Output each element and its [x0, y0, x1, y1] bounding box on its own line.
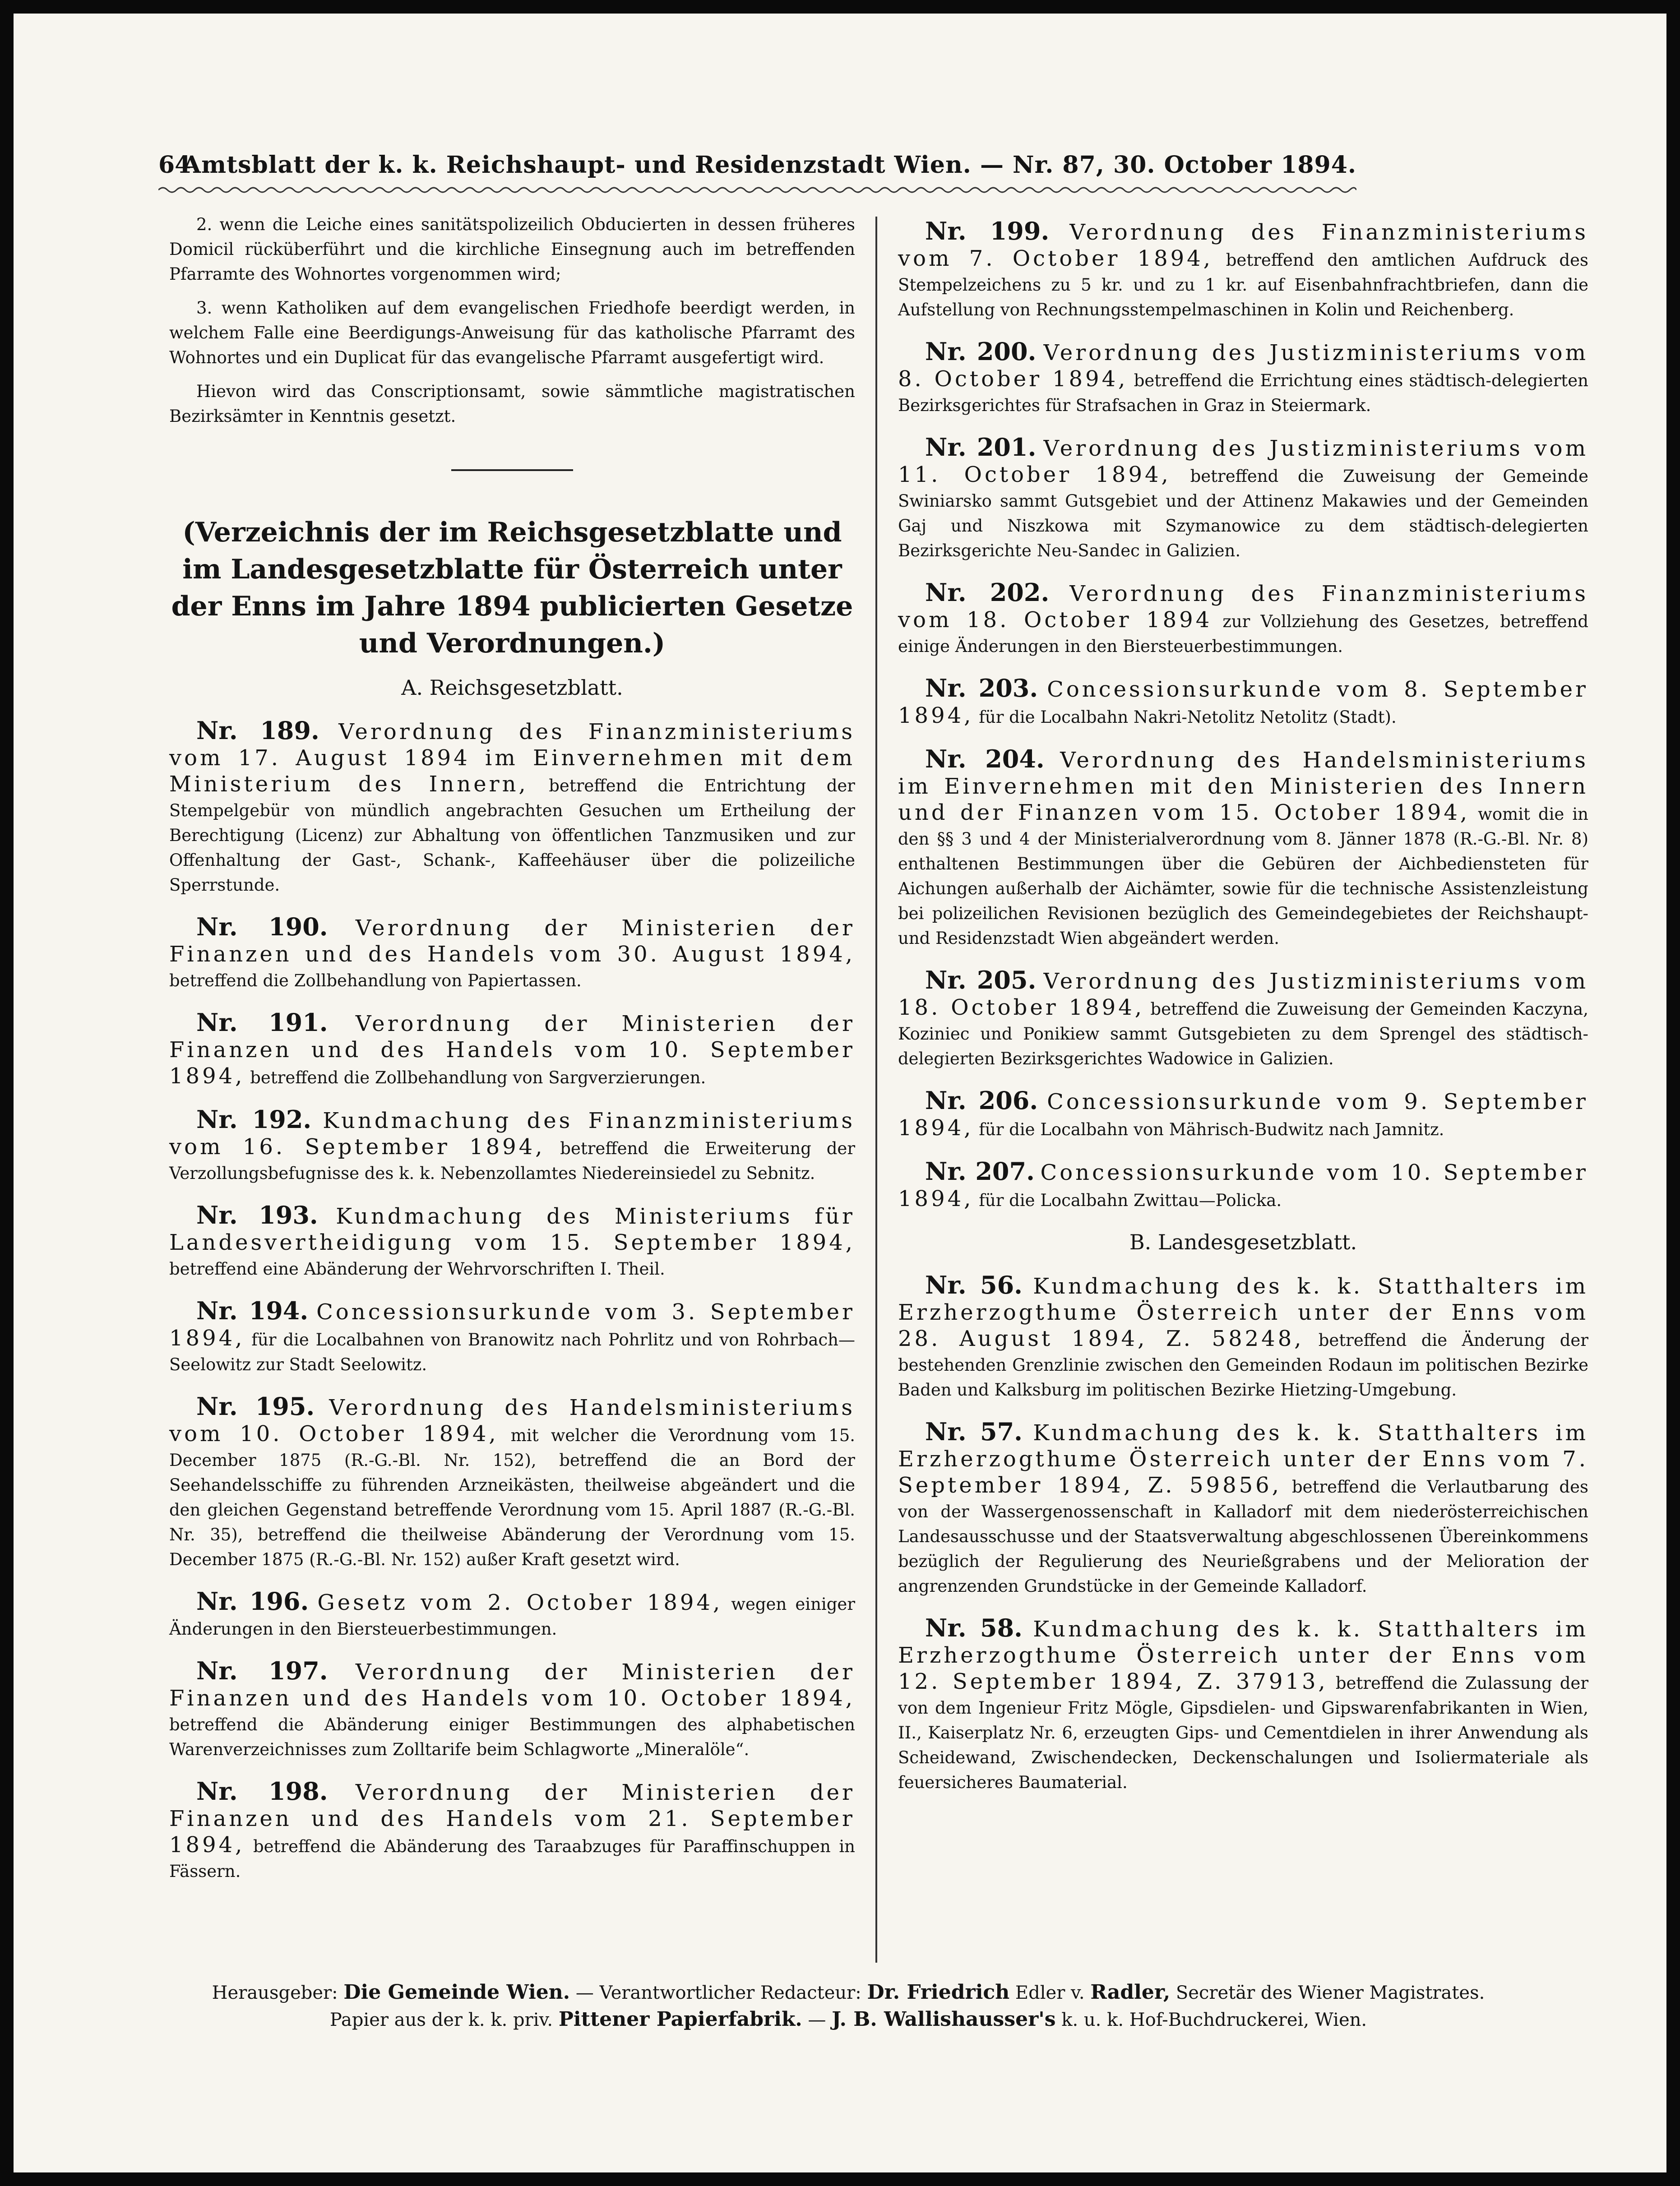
entry-200 — [898, 339, 1588, 418]
left-column — [169, 212, 855, 1901]
entry-number: Nr. 190. — [196, 912, 328, 941]
entry-text: betreffend die Errichtung eines städtisch-delegierten Bezirksgerichtes für Strafsachen in Graz in Steiermark. — [898, 371, 1588, 415]
entry-number: Nr. 199. — [925, 217, 1050, 245]
page — [14, 14, 1666, 2172]
entry-text: betreffend die Verlautbarung des von der Wassergenossenschaft in Kalladorf mit dem niederösterreichischen Landesausschusse und der Staatsverwaltung abgeschlossenen Übereinkommens bezüglich der Regulierung des Neurießgrabens und der Melioration der angrenzenden Grundstücke in der Gemeinde Kalladorf. — [898, 1477, 1589, 1596]
entry-number: Nr. 194. — [196, 1296, 309, 1325]
footer-text: Secretär des Wiener Magistrates. — [1176, 1983, 1485, 2003]
entry-land-56 — [898, 1273, 1588, 1402]
entry-text: betreffend die Zulassung der von dem Ingenieur Fritz Mögle, Gipsdielen- und Gipswarenfabrikanten in Wien, II., Kaiserplatz Nr. 6, erzeugten Gips- und Cementdielen in ihrer Anwendung als Scheidewand, Zwischendecken, Deckenschalungen und Isoliermateriale als feuersicheres Baumaterial. — [898, 1673, 1588, 1792]
footer-publisher: Die Gemeinde Wien. — [343, 1981, 570, 2004]
entry-189 — [169, 718, 855, 897]
right-column — [898, 219, 1588, 1812]
entry-195 — [169, 1394, 855, 1572]
entry-193 — [169, 1203, 855, 1281]
entry-196 — [169, 1589, 855, 1641]
entry-number: Nr. 56. — [925, 1271, 1023, 1299]
intro-paragraph: 2. wenn die Leiche eines sanitätspolizeilich Obducierten in dessen früheres Domicil rücküberführt und die kirchliche Einsegnung auch im betreffenden Pfarramte des Wohnortes vorgenommen wird; — [169, 215, 855, 284]
entry-text: betreffend die Zollbehandlung von Papiertassen. — [169, 971, 582, 990]
entry-207 — [898, 1159, 1588, 1213]
entry-kind: Verordnung des Finanzministeriums vom 17. August 1894 im Einvernehmen mit dem Ministerium des Innern, — [169, 719, 855, 797]
entry-199 — [898, 219, 1588, 322]
footer-printer-line — [149, 2008, 1548, 2031]
entry-kind: Verordnung der Ministerien der Finanzen und des Handels vom 10. September 1894, — [169, 1011, 855, 1089]
footer-publisher-line — [149, 1981, 1548, 2004]
entry-kind: Kundmachung des Finanzministeriums vom 16. September 1894, — [169, 1108, 855, 1160]
entry-kind: Kundmachung des k. k. Statthalters im Erzherzogthume Österreich unter der Enns vom 12. September 1894, Z. 37913, — [898, 1617, 1588, 1694]
entry-kind: Concessionsurkunde vom 9. September 1894, — [898, 1089, 1589, 1141]
entry-192 — [169, 1107, 855, 1186]
entry-204 — [898, 744, 1588, 951]
intro-paragraph: Hievon wird das Conscriptionsamt, sowie sämmtliche magistratischen Bezirksämter in Kenntnis gesetzt. — [169, 382, 855, 426]
entry-number: Nr. 58. — [925, 1613, 1023, 1642]
entry-text: betreffend die Änderung der bestehenden Grenzlinie zwischen den Gemeinden Rodaun im politischen Bezirke Baden und Kalksburg im politischen Bezirke Hietzing-Umgebung. — [898, 1331, 1588, 1400]
entry-kind: Concessionsurkunde vom 3. September 1894, — [169, 1299, 856, 1351]
entry-197 — [169, 1656, 855, 1762]
entry-201 — [898, 435, 1588, 563]
subhead-reichsgesetzblatt: A. Reichsgesetzblatt. — [401, 675, 623, 700]
section-title: (Verzeichnis der im Reichsgesetzblatte und im Landesgesetzblatte für Österreich unter der Enns im Jahre 1894 publicierten Gesetze und Verordnungen.) — [171, 517, 853, 659]
entry-kind: Verordnung des Justizministeriums vom 8. October 1894, — [898, 340, 1588, 392]
footer-text: k. u. k. Hof-Buchdruckerei, Wien. — [1061, 2010, 1367, 2030]
entry-kind: Verordnung des Handelsministeriums im Einvernehmen mit den Ministerien des Innern und der Finanzen vom 15. October 1894, — [898, 748, 1588, 825]
entry-text: für die Localbahn Zwittau—Policka. — [979, 1191, 1282, 1210]
entry-number: Nr. 206. — [925, 1086, 1038, 1115]
entry-kind: Verordnung des Justizministeriums vom 18. October 1894, — [898, 969, 1588, 1020]
entry-kind: Kundmachung des k. k. Statthalters im Erzherzogthume Österreich unter der Enns vom 7. September 1894, Z. 59856, — [898, 1420, 1588, 1498]
entry-kind: Concessionsurkunde vom 10. September 1894, — [898, 1160, 1588, 1211]
entry-text: betreffend eine Abänderung der Wehrvorschriften I. Theil. — [169, 1259, 665, 1279]
entry-kind: Verordnung des Finanzministeriums vom 7. October 1894, — [898, 220, 1588, 271]
entry-text: zur Vollziehung des Gesetzes, betreffend einige Änderungen in den Biersteuerbestimmungen. — [898, 612, 1589, 656]
separator-rule — [451, 469, 573, 471]
entry-number: Nr. 196. — [196, 1587, 309, 1616]
entry-text: für die Localbahnen von Branowitz nach Pohrlitz und von Rohrbach—Seelowitz zur Stadt Seelowitz. — [169, 1330, 855, 1374]
entry-text: betreffend die Erweiterung der Verzollungsbefugnisse des k. k. Nebenzollamtes Niedereinsiedel zu Sebnitz. — [169, 1139, 856, 1183]
entry-191 — [169, 1010, 855, 1090]
footer-printer: J. B. Wallishausser's — [832, 2008, 1056, 2031]
entry-kind: Concessionsurkunde vom 8. September 1894, — [898, 677, 1589, 728]
entry-kind: Verordnung des Finanzministeriums vom 18. October 1894 — [898, 581, 1588, 633]
entry-202 — [898, 580, 1588, 659]
footer-paper-mill: Pittener Papierfabrik. — [558, 2008, 802, 2031]
entry-number: Nr. 57. — [925, 1417, 1023, 1446]
entry-text: betreffend die Zollbehandlung von Sargverzierungen. — [250, 1068, 706, 1087]
entry-205 — [898, 968, 1588, 1071]
footer-text: Papier aus der k. k. priv. — [329, 2010, 553, 2030]
intro-paragraph: 3. wenn Katholiken auf dem evangelischen Friedhofe beerdigt werden, in welchem Falle eine Beerdigungs-Anweisung für das katholische Pfarramt des Wohnortes und ein Duplicat für das evangelische Pfarramt ausgefertigt wird. — [169, 298, 855, 367]
entry-kind: Verordnung der Ministerien der Finanzen und des Handels vom 21. September 1894, — [169, 1780, 855, 1858]
entry-number: Nr. 205. — [925, 966, 1037, 994]
footer-editor-name: Dr. Friedrich — [867, 1981, 1010, 2004]
entry-kind: Kundmachung des Ministeriums für Landesvertheidigung vom 15. September 1894, — [169, 1204, 855, 1255]
entry-number: Nr. 198. — [196, 1777, 328, 1806]
entry-number: Nr. 197. — [196, 1656, 328, 1685]
entry-number: Nr. 191. — [196, 1008, 328, 1037]
entry-kind: Verordnung des Handelsministeriums vom 10. October 1894, — [169, 1395, 855, 1447]
entry-text: für die Localbahn Nakri-Netolitz Netolitz (Stadt). — [979, 707, 1397, 727]
page-number: 64 — [158, 151, 191, 179]
entry-text: betreffend den amtlichen Aufdruck des Stempelzeichens zu 5 kr. und zu 1 kr. auf Eisenbahnfrachtbriefen, dann die Aufstellung von Rechnungsstempelmaschinen in Kolin und Reichenberg. — [898, 250, 1588, 319]
entry-text: mit welcher die Verordnung vom 15. December 1875 (R.-G.-Bl. Nr. 152), betreffend die an Bord der Seehandelsschiffe zu führenden Arzneikästen, theilweise abgeändert und die den gleichen Gegenstand betreffende Verordnung vom 15. April 1887 (R.-G.-Bl. Nr. 35), betreffend die theilweise Abänderung der Verordnung vom 15. December 1875 (R.-G.-Bl. Nr. 152) außer Kraft gesetzt wird. — [169, 1426, 855, 1569]
footer-editor-surname: Radler, — [1090, 1981, 1171, 2004]
entry-text: betreffend die Abänderung des Taraabzuges für Paraffinschuppen in Fässern. — [169, 1837, 855, 1881]
entry-text: betreffend die Zuweisung der Gemeinden Kaczyna, Koziniec und Ponikiew sammt Gutsgebieten zu dem Sprengel des städtisch-delegierten Bezirksgerichtes Wadowice in Galizien. — [898, 999, 1588, 1068]
footer-label: Herausgeber: — [212, 1983, 338, 2003]
footer-text: — — [808, 2010, 826, 2030]
entry-kind: Kundmachung des k. k. Statthalters im Erzherzogthume Österreich unter der Enns vom 28. August 1894, Z. 58248, — [898, 1274, 1588, 1351]
entry-text: wegen einiger Änderungen in den Biersteuerbestimmungen. — [169, 1594, 856, 1639]
entry-text: betreffend die Entrichtung der Stempelgebür von mündlich angebrachten Gesuchen um Ertheilung der Berechtigung (Licenz) zur Abhaltung von öffentlichen Tanzmusiken und zur Offenhaltung der Gast-, Schank-, Kaffeehäuser über die polizeiliche Sperrstunde. — [169, 776, 855, 895]
entry-206 — [898, 1088, 1588, 1142]
entry-land-57 — [898, 1419, 1588, 1599]
entry-kind: Verordnung der Ministerien der Finanzen und des Handels vom 10. October 1894, — [169, 1659, 855, 1711]
entry-194 — [169, 1296, 856, 1377]
footer-text: Edler v. — [1015, 1983, 1085, 2003]
entry-number: Nr. 193. — [196, 1201, 318, 1229]
entry-text: für die Localbahn von Mährisch-Budwitz nach Jamnitz. — [979, 1120, 1444, 1139]
footer-label: — Verantwortlicher Redacteur: — [575, 1983, 861, 2003]
entry-198 — [169, 1779, 855, 1884]
page-header — [158, 147, 1356, 187]
entry-text: womit die in den §§ 3 und 4 der Ministerialverordnung vom 8. Jänner 1878 (R.-G.-Bl. Nr. 8) enthaltenen Bestimmungen über die Gebüren der Aichbediensteten für Aichungen außerhalb der Aichämter, sowie für die technische Assistenzleistung bei polizeilichen Revisionen bezüglich des Gemeindegebietes der Reichshaupt- und Residenzstadt Wien abgeändert werden. — [898, 804, 1588, 948]
entry-text: betreffend die Zuweisung der Gemeinde Swiniarsko sammt Gutsgebiet und der Attinenz Makawies und der Gemeinden Gaj und Niszkowa mit Szymanowice zu dem städtisch-delegierten Bezirksgerichte Neu-Sandec in Galizien. — [898, 467, 1588, 560]
entry-land-58 — [898, 1613, 1588, 1795]
header-wavy-rule — [158, 184, 1356, 196]
entry-number: Nr. 195. — [196, 1392, 315, 1421]
entry-kind: Gesetz vom 2. October 1894, — [317, 1590, 723, 1615]
entry-number: Nr. 192. — [196, 1105, 312, 1134]
entry-number: Nr. 200. — [925, 337, 1037, 366]
entry-190 — [169, 912, 855, 993]
subhead-landesgesetzblatt: B. Landesgesetzblatt. — [1129, 1230, 1357, 1254]
entry-number: Nr. 189. — [196, 716, 319, 745]
header-title: Amtsblatt der k. k. Reichshaupt- und Residenzstadt Wien. — Nr. 87, 30. October 1894. — [182, 151, 1356, 179]
entry-text: betreffend die Abänderung einiger Bestimmungen des alphabetischen Warenverzeichnisses zum Zolltarife beim Schlagworte „Mineralöle“. — [169, 1715, 855, 1759]
entry-203 — [898, 676, 1588, 730]
entry-number: Nr. 201. — [925, 433, 1037, 462]
entry-number: Nr. 204. — [925, 744, 1045, 773]
entry-kind: Verordnung des Justizministeriums vom 11. October 1894, — [898, 436, 1588, 487]
entry-number: Nr. 207. — [925, 1157, 1035, 1186]
column-divider — [875, 217, 877, 1963]
entry-kind: Verordnung der Ministerien der Finanzen und des Handels vom 30. August 1894, — [169, 915, 855, 967]
entry-number: Nr. 202. — [925, 578, 1050, 607]
entry-number: Nr. 203. — [925, 674, 1038, 702]
